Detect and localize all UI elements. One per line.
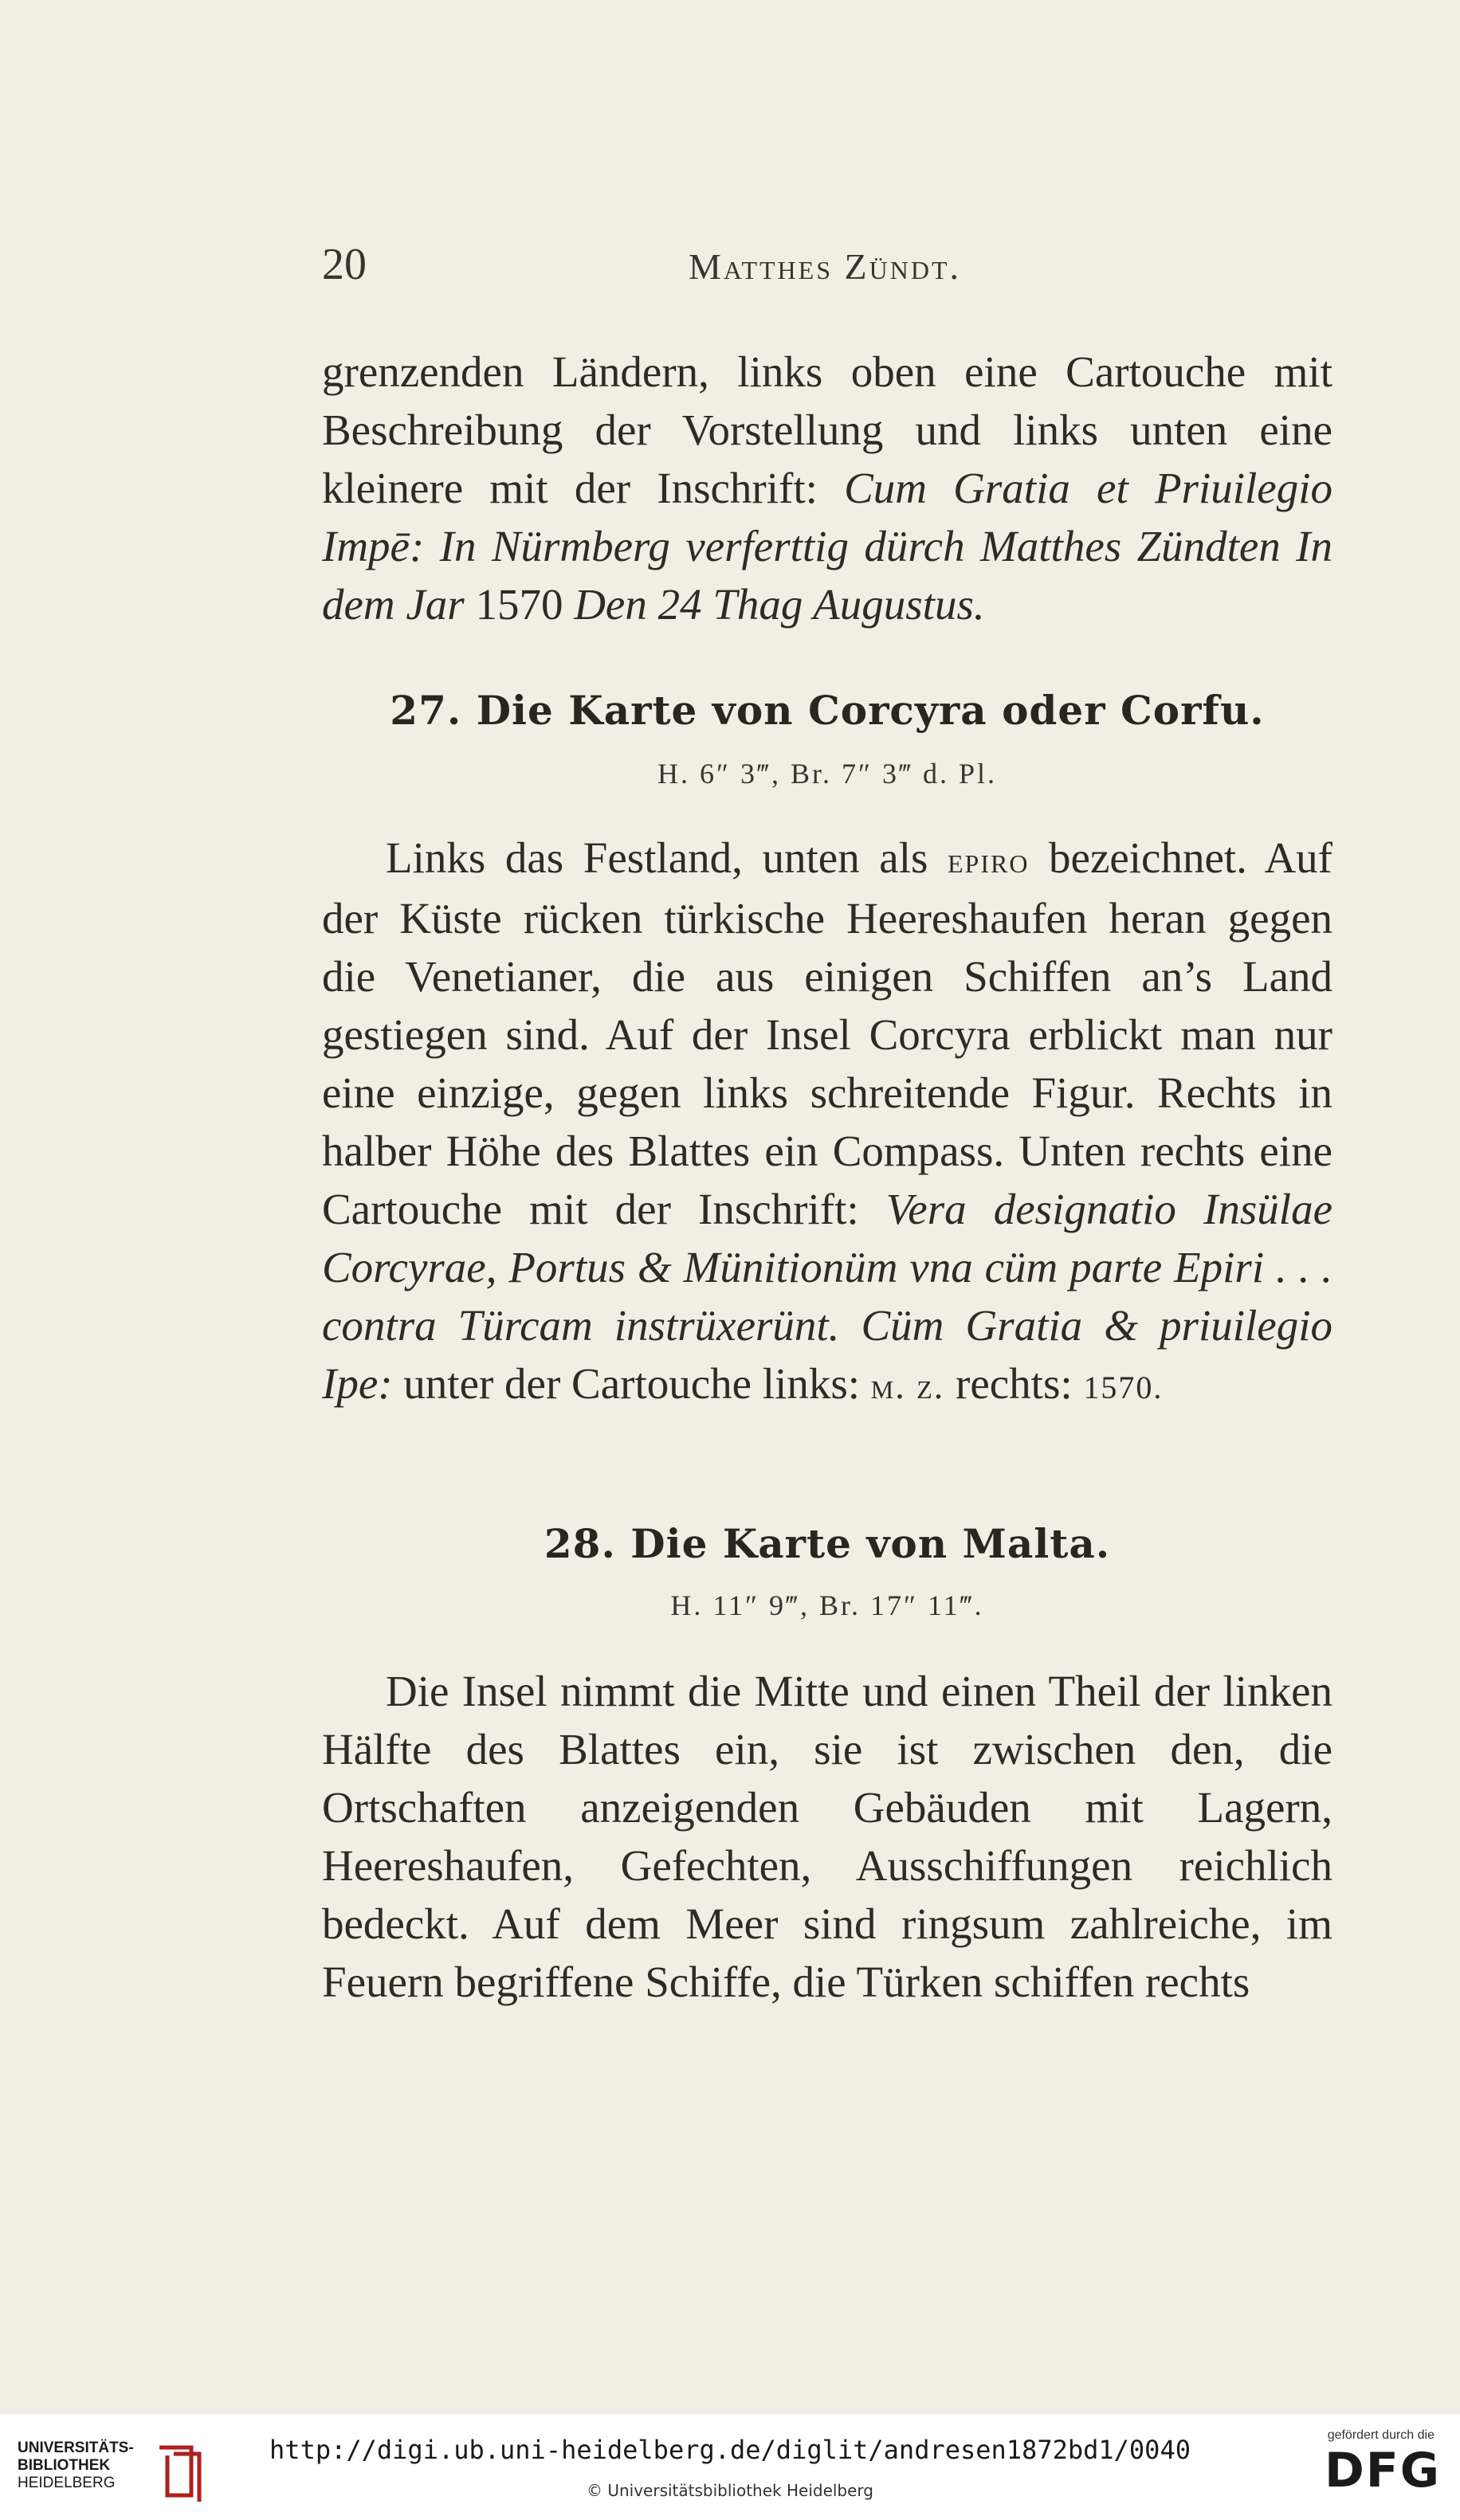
section-28-text: Die Insel nimmt die Mitte und einen Theil der linken Hälfte des Blattes ein, sie ist zwischen den, die Ortschaften anzeigenden Gebäuden mit Lagern, Heereshaufen, Gefechten, Ausschiffungen reichlich bedeckt. Auf dem Meer sind ringsum zahlreiche, im Feuern begriffene Schiffe, die Türken schiffen rechts xyxy=(322,1667,1332,2006)
intro-inscription-end: Den 24 Thag Augustus. xyxy=(563,580,985,629)
footer-bar xyxy=(0,2414,1460,2520)
copyright-notice: © Universitätsbibliothek Heidelberg xyxy=(586,2481,873,2500)
library-line-1: UNIVERSITÄTS- xyxy=(18,2440,134,2456)
library-line-3: HEIDELBERG xyxy=(18,2475,116,2491)
intro-text: grenzenden Ländern, links oben eine Cartouche mit Beschreibung der Vorstellung und links unten eine kleinere mit der Inschrift: xyxy=(322,347,1332,512)
section-27-epiro: epiro xyxy=(947,840,1030,880)
library-line-2: BIBLIOTHEK xyxy=(18,2457,111,2474)
intro-year: 1570 xyxy=(475,580,563,629)
intro-inscription: Cum Gratia et Priuilegio Impē: In Nürmberg verferttig dürch Matthes Zündten In dem Jar xyxy=(322,464,1332,629)
section-27-title: 27. Die Karte von Corcyra oder Corfu. xyxy=(390,687,1265,734)
running-head: Matthes Zündt. xyxy=(689,246,961,287)
section-27-year: 1570. xyxy=(1083,1370,1164,1405)
section-27-text-3: unter der Cartouche links: xyxy=(392,1359,871,1408)
section-27-inscription: Vera designatio Insülae Corcyrae, Portus & Münitionüm vna cüm parte Epiri . . . contra Türcam instrüxerünt. Cüm Gratia & priuilegio Ipe: xyxy=(322,1185,1332,1408)
section-27-text-1: Links das Festland, unten als xyxy=(386,833,948,882)
section-27-text-4: rechts: xyxy=(944,1359,1084,1408)
section-27-monogram: m. z. xyxy=(870,1366,945,1406)
section-27-body xyxy=(322,829,1332,1417)
page-number: 20 xyxy=(322,240,367,289)
section-27-dimensions: H. 6″ 3‴, Br. 7″ 3‴ d. Pl. xyxy=(657,758,997,790)
section-28-body xyxy=(322,1662,1332,2011)
page-header xyxy=(322,239,1332,303)
section-27-text-2: bezeichnet. Auf der Küste rücken türkische Heereshaufen heran gegen die Venetianer, die aus einigen Schiffen an’s Land gestiegen sind. Auf der Insel Corcyra erblickt man nur eine einzige, gegen links schreitende Figur. Rechts in halber Höhe des Blattes ein Compass. Unten rechts eine Cartouche mit der Inschrift: xyxy=(322,833,1332,1233)
intro-paragraph xyxy=(322,343,1332,633)
funder-label: gefördert durch die xyxy=(1327,2428,1434,2442)
dfg-wordmark: DFG xyxy=(1324,2443,1441,2498)
permalink-url[interactable]: http://digi.ub.uni-heidelberg.de/diglit/andresen1872bd1/0040 xyxy=(269,2435,1191,2465)
section-28-title: 28. Die Karte von Malta. xyxy=(544,1520,1111,1567)
section-28-dimensions: H. 11″ 9‴, Br. 17″ 11‴. xyxy=(670,1589,984,1621)
dfg-logo[interactable] xyxy=(1281,2428,1441,2498)
